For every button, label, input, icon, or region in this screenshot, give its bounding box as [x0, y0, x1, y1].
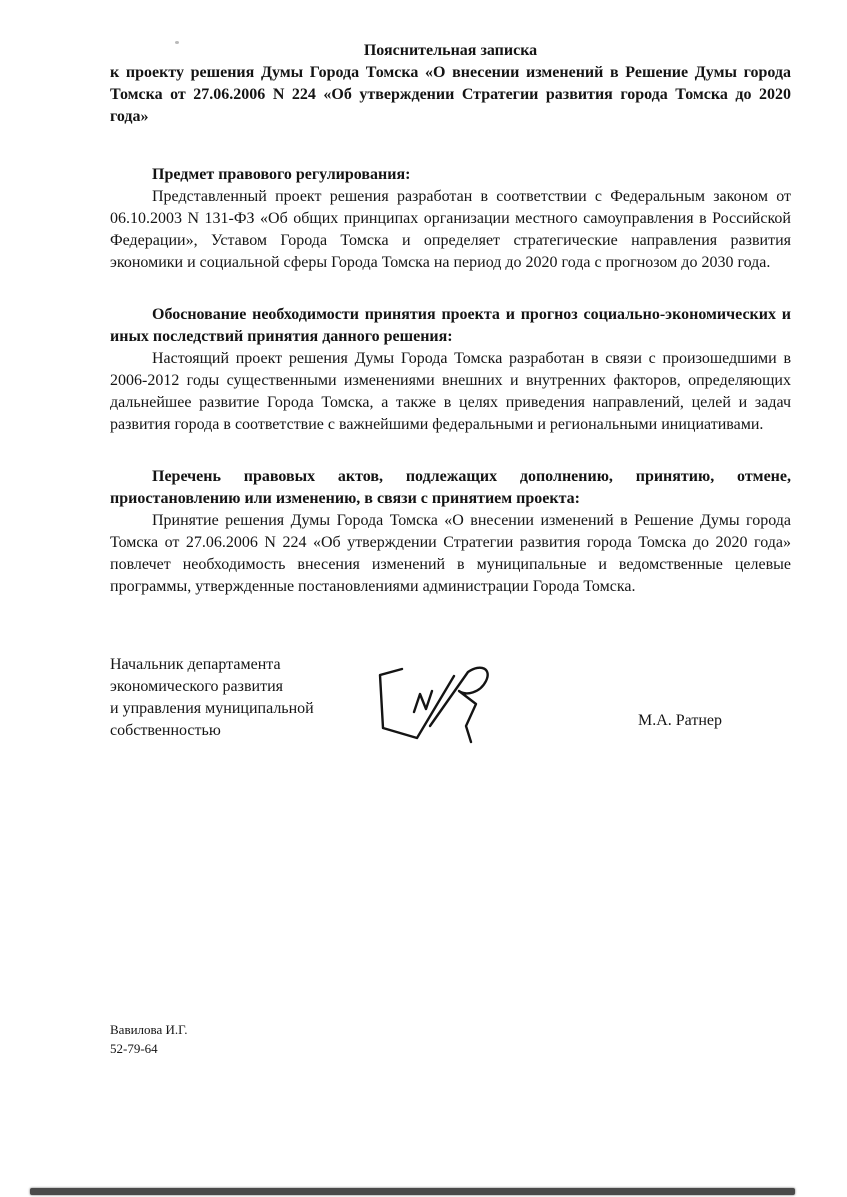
- document-content: [110, 40, 791, 764]
- section-legal-subject: [110, 164, 791, 274]
- signer-position-line: собственностью: [110, 722, 221, 739]
- section-heading: Перечень правовых актов, подлежащих дополнению, принятию, отмене, приостановлению или изменению, в связи с принятием проекта:: [110, 468, 791, 507]
- executor-name: Вавилова И.Г.: [110, 1022, 188, 1037]
- section-heading: Предмет правового регулирования:: [152, 166, 411, 183]
- signer-name: М.А. Ратнер: [638, 712, 723, 729]
- section-justification: [110, 304, 791, 436]
- executor-footer: [110, 1020, 187, 1058]
- section-body: Принятие решения Думы Города Томска «О внесении изменений в Решение Думы города Томска от 27.06.2006 N 224 «Об утверждении Стратегии развития города Томска до 2020 года» повлечет необходимость внесения изменений в муниципальные и ведомственные целевые программы, утвержденные постановлениями администрации Города Томска.: [110, 512, 791, 595]
- signer-position-line: и управления муниципальной: [110, 700, 314, 717]
- signature-block: [110, 654, 791, 764]
- section-legal-acts-list: [110, 466, 791, 598]
- section-body: Настоящий проект решения Думы Города Томска разработан в связи с произошедшими в 2006-2012 годы существенными изменениями внешних и внутренних факторов, определяющих дальнейшее развитие Города Томска, а также в целях приведения направлений, целей и задач развития города в соответствие с важнейшими федеральными и региональными инициативами.: [110, 350, 791, 433]
- document-subtitle: к проекту решения Думы Города Томска «О внесении изменений в Решение Думы города Томска от 27.06.2006 N 224 «Об утверждении Стратегии развития города Томска до 2020 года»: [110, 64, 791, 125]
- scan-artifact-bar: [30, 1188, 795, 1195]
- signer-position: [110, 654, 360, 742]
- executor-phone: 52-79-64: [110, 1041, 158, 1056]
- document-title: Пояснительная записка: [363, 42, 538, 59]
- handwritten-signature-icon: [368, 662, 518, 750]
- section-heading: Обоснование необходимости принятия проекта и прогноз социально-экономических и иных последствий принятия данного решения:: [110, 306, 791, 345]
- signer-position-line: Начальник департамента: [110, 656, 281, 673]
- section-body: Представленный проект решения разработан в соответствии с Федеральным законом от 06.10.2003 N 131-ФЗ «Об общих принципах организации местного самоуправления в Российской Федерации», Уставом Города Томска и определяет стратегические направления развития экономики и социальной сферы Города Томска на период до 2020 года с прогнозом до 2030 года.: [110, 188, 791, 271]
- signer-position-line: экономического развития: [110, 678, 283, 695]
